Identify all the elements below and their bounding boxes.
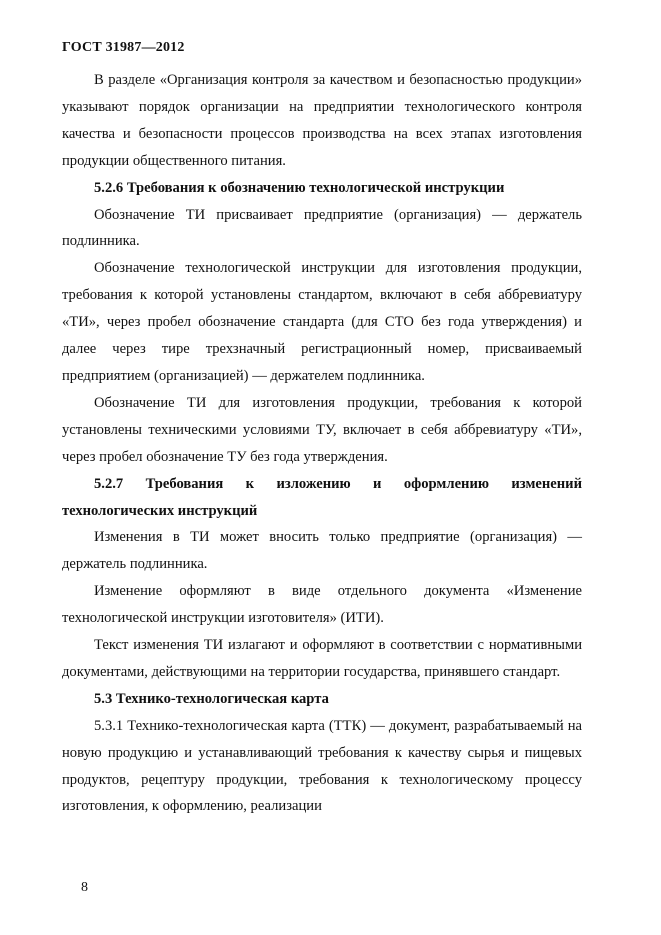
- paragraph-quality-control-section: В разделе «Организация контроля за качеством и безопасностью продукции» указывают порядок организации на предприятии технологического контроля качества и безопасности процессов производства на всех этапах изготовления продукции общественного питания.: [62, 72, 582, 169]
- section-heading-5-2-6: 5.2.6 Требования к обозначению технологической инструкции: [94, 179, 505, 196]
- document-header: ГОСТ 31987—2012: [62, 40, 185, 55]
- section-heading-5-3: 5.3 Технико-технологическая карта: [94, 690, 329, 707]
- page-number: 8: [81, 880, 88, 895]
- paragraph-changes-text: Текст изменения ТИ излагают и оформляют в соответствии с нормативными документами, действующими на территории государства, принявшего стандарт.: [62, 637, 582, 680]
- paragraph-ttk-definition: 5.3.1 Технико-технологическая карта (ТТК) — документ, разрабатываемый на новую продукцию и устанавливающий требования к качеству сырья и пищевых продуктов, рецептуру продукции, требования к технологическому процессу изготовления, к оформлению, реализации: [62, 717, 582, 815]
- paragraph-ti-designation-standard: Обозначение технологической инструкции для изготовления продукции, требования к которой установлены стандартом, включают в себя аббревиатуру «ТИ», через пробел обозначение стандарта (для СТО без года утверждения) и далее через тире трехзначный регистрационный номер, присваиваемый предприятием (организацией) — держателем подлинника.: [62, 260, 582, 384]
- paragraph-changes-document: Изменение оформляют в виде отдельного документа «Изменение технологической инструкции изготовителя» (ИТИ).: [62, 583, 582, 627]
- section-heading-5-2-7: 5.2.7 Требования к изложению и оформлению изменений технологических инструкций: [62, 475, 582, 519]
- paragraph-ti-designation-tu: Обозначение ТИ для изготовления продукции, требования к которой установлены техническими условиями ТУ, включает в себя аббревиатуру «ТИ», через пробел обозначение ТУ без года утверждения.: [62, 394, 582, 465]
- paragraph-changes-owner: Изменения в ТИ может вносить только предприятие (организация) — держатель подлинника.: [62, 529, 582, 573]
- document-body: [62, 67, 582, 820]
- paragraph-ti-designation-owner: Обозначение ТИ присваивает предприятие (организация) — держатель подлинника.: [62, 206, 582, 250]
